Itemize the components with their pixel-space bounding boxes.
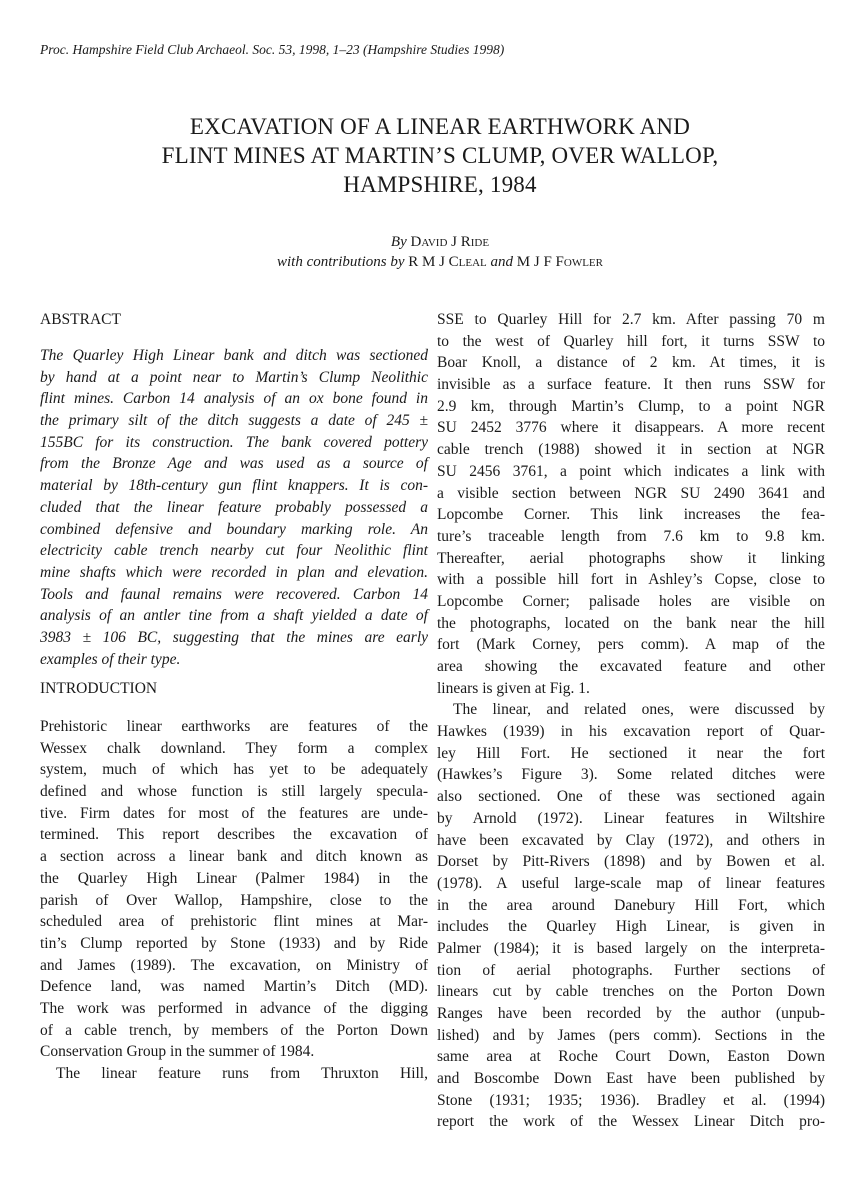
- text-line: flint mines. Carbon 14 analysis of an ox bone found in: [40, 390, 428, 408]
- text-line: area showing the excavated feature and other: [437, 658, 825, 675]
- abstract-text: [40, 345, 428, 670]
- text-line: combined defensive and boundary marking role. An: [40, 520, 428, 538]
- journal-reference: Proc. Hampshire Field Club Archaeol. Soc. 53, 1998, 1–23 (Hampshire Studies 1998): [40, 42, 505, 57]
- right-column-text: [437, 309, 825, 1133]
- text-line: with a possible hill fort in Ashley’s Copse, close to: [437, 571, 825, 589]
- text-line: The Quarley High Linear bank and ditch was sectioned: [40, 347, 428, 364]
- text-line: fort (Mark Corney, pers comm). A map of the: [437, 636, 825, 654]
- text-line: Ranges have been recorded by the author (unpub-: [437, 1005, 825, 1022]
- article-title: [60, 112, 820, 199]
- text-line: the photographs, located on the bank near the hill: [437, 614, 825, 632]
- contributor-name: M J F Fowler: [516, 254, 603, 270]
- text-line: ture’s traceable length from 7.6 km to 9.8 km.: [437, 527, 825, 545]
- text-line: report the work of the Wessex Linear Ditch pro-: [437, 1113, 825, 1131]
- text-line: mine shafts which were recorded in plan and elevation.: [40, 563, 428, 581]
- text-line: Stone (1931; 1935; 1936). Bradley et al. (1994): [437, 1091, 825, 1109]
- text-line: (Hawkes’s Figure 3). Some related ditches were: [437, 766, 825, 784]
- text-line: SU 2456 3761, a point which indicates a link with: [437, 462, 825, 480]
- author-name: David J Ride: [410, 234, 490, 250]
- text-line: includes the Quarley High Linear, is given in: [437, 918, 825, 936]
- text-line: the Quarley High Linear (Palmer 1984) in the: [40, 869, 428, 887]
- text-line: Palmer (1984); it is based largely on the interpreta-: [437, 939, 825, 957]
- text-line: scheduled area of prehistoric flint mines at Mar-: [40, 913, 428, 931]
- text-line: tion of aerial photographs. Further sections of: [437, 961, 825, 979]
- text-line: Lopcombe Corner; palisade holes are visible on: [437, 592, 825, 610]
- text-line: Wessex chalk downland. They form a complex: [40, 739, 428, 757]
- text-line: cluded that the linear feature probably possessed a: [40, 498, 428, 516]
- text-line: have been excavated by Clay (1972), and others in: [437, 831, 825, 849]
- text-line: termined. This report describes the excavation of: [40, 826, 428, 844]
- title-line: HAMPSHIRE, 1984: [343, 172, 537, 197]
- text-line: cable trench (1988) showed it in section at NGR: [437, 441, 825, 459]
- text-line: Prehistoric linear earthworks are features of the: [40, 718, 428, 735]
- abstract-heading: ABSTRACT: [40, 311, 121, 328]
- text-line: SSE to Quarley Hill for 2.7 km. After passing 70 m: [437, 311, 825, 328]
- text-line: linears is given at Fig. 1.: [437, 679, 590, 697]
- text-line: Tools and faunal remains were recovered. Carbon 14: [40, 585, 428, 603]
- text-line: material by 18th-century gun flint knappers. It is con-: [40, 477, 428, 495]
- text-line: invisible as a surface feature. It then runs SSW for: [437, 376, 825, 394]
- text-line: a section across a linear bank and ditch known as: [40, 848, 428, 866]
- text-line: a visible section between NGR SU 2490 3641 and: [437, 484, 825, 502]
- text-line: of a cable trench, by members of the Porton Down: [40, 1021, 428, 1039]
- contributor-name: R M J Cleal: [408, 254, 487, 270]
- introduction-heading: INTRODUCTION: [40, 680, 158, 697]
- text-line: tive. Firm dates for most of the features are unde-: [40, 804, 428, 822]
- text-line: lished) and by James (pers comm). Sections in the: [437, 1026, 825, 1044]
- text-line: examples of their type.: [40, 650, 181, 668]
- text-line: from the Bronze Age and was used as a source of: [40, 455, 428, 473]
- text-line: and Boscombe Down East have been published by: [437, 1070, 825, 1088]
- text-line: SU 2452 3776 where it disappears. A more recent: [437, 419, 825, 437]
- text-line: parish of Over Wallop, Hampshire, close to the: [40, 891, 428, 909]
- text-line: Boar Knoll, a distance of 2 km. At times, it is: [437, 354, 825, 372]
- text-line: by hand at a point near to Martin’s Clump Neolithic: [40, 368, 428, 386]
- title-line: EXCAVATION OF A LINEAR EARTHWORK AND: [189, 114, 691, 139]
- text-line: 3983 ± 106 BC, suggesting that the mines are early: [40, 628, 428, 646]
- text-line: also sectioned. One of these was sectioned again: [437, 788, 825, 806]
- byline: [60, 232, 820, 272]
- text-line: linears cut by cable trenches on the Porton Down: [437, 983, 825, 1001]
- text-line: Defence land, was named Martin’s Ditch (MD).: [40, 978, 428, 996]
- text-line: ley Hill Fort. He sectioned it near the fort: [437, 744, 825, 762]
- by-label: By: [390, 234, 407, 250]
- text-line: The linear, and related ones, were discussed by: [453, 701, 825, 719]
- text-line: 2.9 km, through Martin’s Clump, to a point NGR: [437, 397, 825, 415]
- text-line: (1978). A useful large-scale map of linear features: [437, 874, 825, 892]
- text-line: to the west of Quarley hill fort, it turns SSW to: [437, 332, 825, 350]
- text-line: same area at Roche Court Down, Easton Down: [437, 1048, 825, 1066]
- text-line: Dorset by Pitt-Rivers (1898) and by Bowen et al.: [437, 853, 825, 871]
- text-line: analysis of an antler tine from a shaft yielded a date of: [40, 607, 428, 625]
- text-line: by Arnold (1972). Linear features in Wiltshire: [437, 809, 825, 827]
- text-line: Hawkes (1939) in his excavation report of Quar-: [437, 723, 825, 741]
- text-line: Conservation Group in the summer of 1984.: [40, 1043, 315, 1061]
- text-line: tin’s Clump reported by Stone (1933) and by Ride: [40, 934, 428, 952]
- and-label: and: [490, 254, 514, 270]
- text-line: The work was performed in advance of the digging: [40, 999, 428, 1017]
- contributions-label: with contributions by: [276, 254, 405, 270]
- text-line: electricity cable trench nearby cut four Neolithic flint: [40, 542, 428, 560]
- text-line: The linear feature runs from Thruxton Hill,: [56, 1065, 428, 1082]
- text-line: Thereafter, aerial photographs show it linking: [437, 549, 825, 567]
- text-line: and James (1989). The excavation, on Ministry of: [40, 956, 428, 974]
- text-line: 155BC for its construction. The bank covered pottery: [40, 433, 428, 451]
- text-line: Lopcombe Corner. This link increases the fea-: [437, 506, 825, 524]
- introduction-text: [40, 716, 428, 1085]
- text-line: system, much of which has yet to be adequately: [40, 761, 428, 779]
- contributors-line: [60, 252, 820, 272]
- text-line: defined and whose function is still largely specula-: [40, 783, 428, 801]
- author-line: [60, 232, 820, 252]
- text-line: the primary silt of the ditch suggests a date of 245 ±: [40, 412, 428, 430]
- text-line: in the area around Danebury Hill Fort, which: [437, 896, 825, 914]
- title-line: FLINT MINES AT MARTIN’S CLUMP, OVER WALLOP,: [161, 143, 719, 168]
